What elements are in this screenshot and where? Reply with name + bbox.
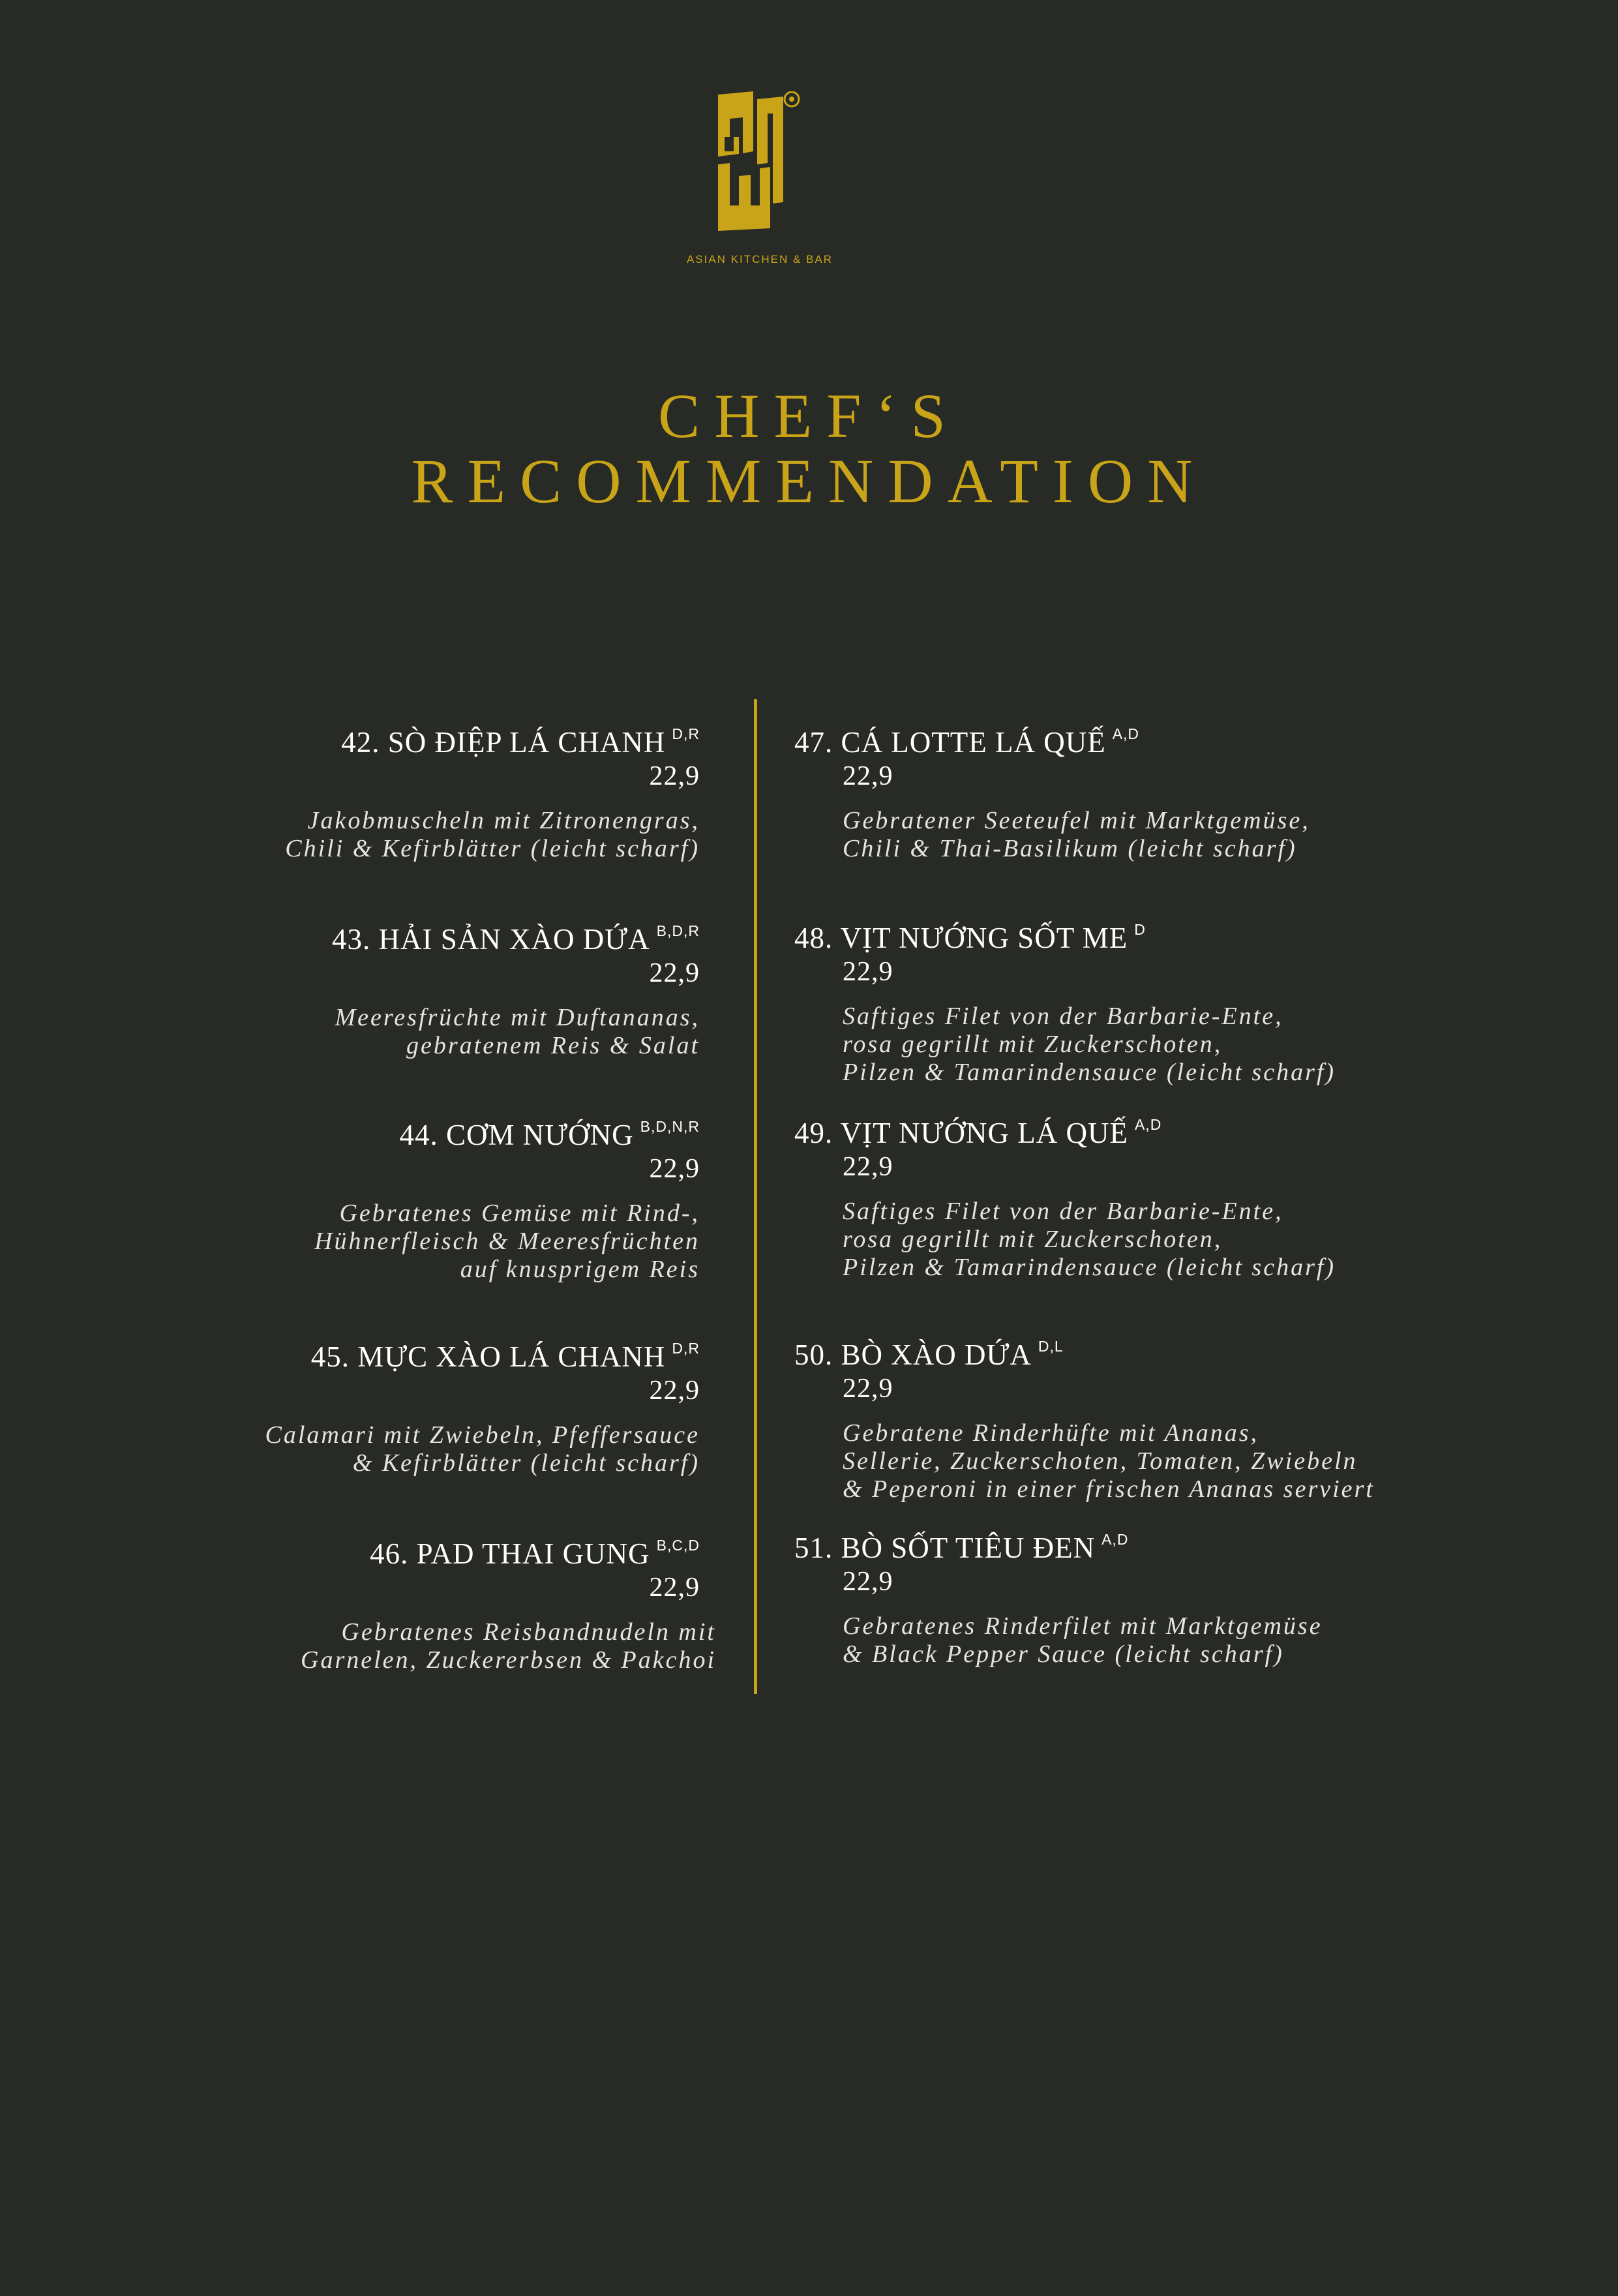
item-description [794,1003,1336,1087]
allergen-codes: D,R [672,725,700,742]
description-line: Chili & Kefirblätter (leicht scharf) [285,835,700,862]
item-price: 22,9 [843,1374,893,1404]
item-title: 47. CÁ LOTTE LÁ QUẾ [794,726,1106,759]
item-name [794,1107,1336,1151]
menu-item-50 [794,1329,1375,1503]
column-divider [754,699,757,1694]
menu-item-48 [794,912,1336,1087]
item-title: 42. SÒ ĐIỆP LÁ CHANH [341,726,666,759]
description-line: Sellerie, Zuckerschoten, Tomaten, Zwiebeln [843,1447,1358,1475]
item-name [285,716,700,760]
item-price: 22,9 [843,957,893,987]
item-name [314,1109,700,1153]
description-line: rosa gegrillt mit Zuckerschoten, [843,1226,1223,1253]
menu-item-44 [314,1109,700,1284]
item-title: 43. HẢI SẢN XÀO DỨA [332,923,650,956]
item-price: 22,9 [843,761,893,791]
description-line: Saftiges Filet von der Barbarie-Ente, [843,1198,1283,1225]
page-title-line2: RECOMMENDATION [411,446,1207,516]
allergen-codes: A,D [1101,1531,1129,1548]
item-description [794,807,1310,863]
item-description [794,1612,1323,1669]
description-line: auf knusprigem Reis [460,1256,700,1283]
description-line: Gebratenes Reisbandnudeln mit [341,1618,716,1646]
brand-logo [717,91,802,235]
item-title: 49. VỊT NƯỚNG LÁ QUẾ [794,1117,1128,1149]
allergen-codes: B,C,D [656,1537,700,1554]
item-name [332,913,700,957]
description-line: rosa gegrillt mit Zuckerschoten, [843,1031,1223,1058]
description-line: Gebratenes Rinderfilet mit Marktgemüse [843,1612,1323,1640]
item-title: 44. CƠM NƯỚNG [399,1119,634,1151]
item-price: 22,9 [843,1567,893,1597]
menu-item-42 [285,716,700,863]
menu-item-47 [794,716,1310,863]
description-line: gebratenem Reis & Salat [406,1032,700,1059]
description-line: Pilzen & Tamarindensauce (leicht scharf) [843,1059,1336,1086]
allergen-codes: D,L [1038,1338,1064,1355]
description-line: Saftiges Filet von der Barbarie-Ente, [843,1003,1283,1030]
description-line: Gebratenes Gemüse mit Rind-, [339,1200,700,1227]
item-name [794,912,1336,956]
allergen-codes: D,R [672,1340,700,1357]
item-price: 22,9 [649,1573,700,1603]
allergen-codes: B,D,N,R [640,1118,700,1135]
item-description [314,1200,700,1284]
item-title: 50. BÒ XÀO DỨA [794,1338,1032,1371]
description-line: Hühnerfleisch & Meeresfrüchten [314,1228,700,1255]
allergen-codes: A,D [1134,1116,1162,1133]
menu-item-45 [265,1331,700,1477]
brand-tagline: ASIAN KITCHEN & BAR [686,253,833,265]
item-title: 51. BÒ SỐT TIÊU ĐEN [794,1532,1096,1564]
description-line: & Kefirblätter (leicht scharf) [352,1449,700,1477]
item-description [265,1421,700,1477]
item-name [794,1329,1375,1372]
allergen-codes: B,D,R [656,922,700,939]
description-line: Gebratene Rinderhüfte mit Ananas, [843,1419,1259,1447]
description-line: Pilzen & Tamarindensauce (leicht scharf) [843,1254,1336,1281]
description-line: Garnelen, Zuckererbsen & Pakchoi [301,1646,716,1674]
description-line: Jakobmuscheln mit Zitronengras, [307,807,700,834]
item-name [794,716,1310,760]
item-price: 22,9 [649,958,700,988]
item-title: 48. VỊT NƯỚNG SỐT ME [794,922,1128,954]
item-description [285,807,700,863]
item-title: 46. PAD THAI GUNG [370,1537,650,1570]
description-line: & Black Pepper Sauce (leicht scharf) [843,1640,1284,1668]
item-name [265,1331,700,1374]
menu-item-46 [301,1528,716,1674]
page-title-line1: CHEF‘S [658,381,960,451]
description-line: Meeresfrüchte mit Duftananas, [335,1004,700,1031]
item-description [794,1419,1375,1503]
description-line: & Peperoni in einer frischen Ananas serviert [843,1475,1375,1503]
description-line: Gebratener Seeteufel mit Marktgemüse, [843,807,1310,834]
menu-item-49 [794,1107,1336,1282]
item-title: 45. MỰC XÀO LÁ CHANH [310,1340,666,1373]
description-line: Calamari mit Zwiebeln, Pfeffersauce [265,1421,700,1449]
menu-item-51 [794,1522,1323,1669]
item-price: 22,9 [649,1154,700,1184]
allergen-codes: D [1134,921,1146,938]
allergen-codes: A,D [1112,725,1140,742]
item-description [794,1198,1336,1282]
item-price: 22,9 [649,1376,700,1406]
item-name [794,1522,1323,1565]
menu-item-43 [332,913,700,1060]
item-price: 22,9 [649,761,700,791]
item-description [301,1618,716,1674]
item-price: 22,9 [843,1152,893,1182]
item-description [332,1004,700,1060]
description-line: Chili & Thai-Basilikum (leicht scharf) [843,835,1297,862]
item-name [301,1528,716,1571]
